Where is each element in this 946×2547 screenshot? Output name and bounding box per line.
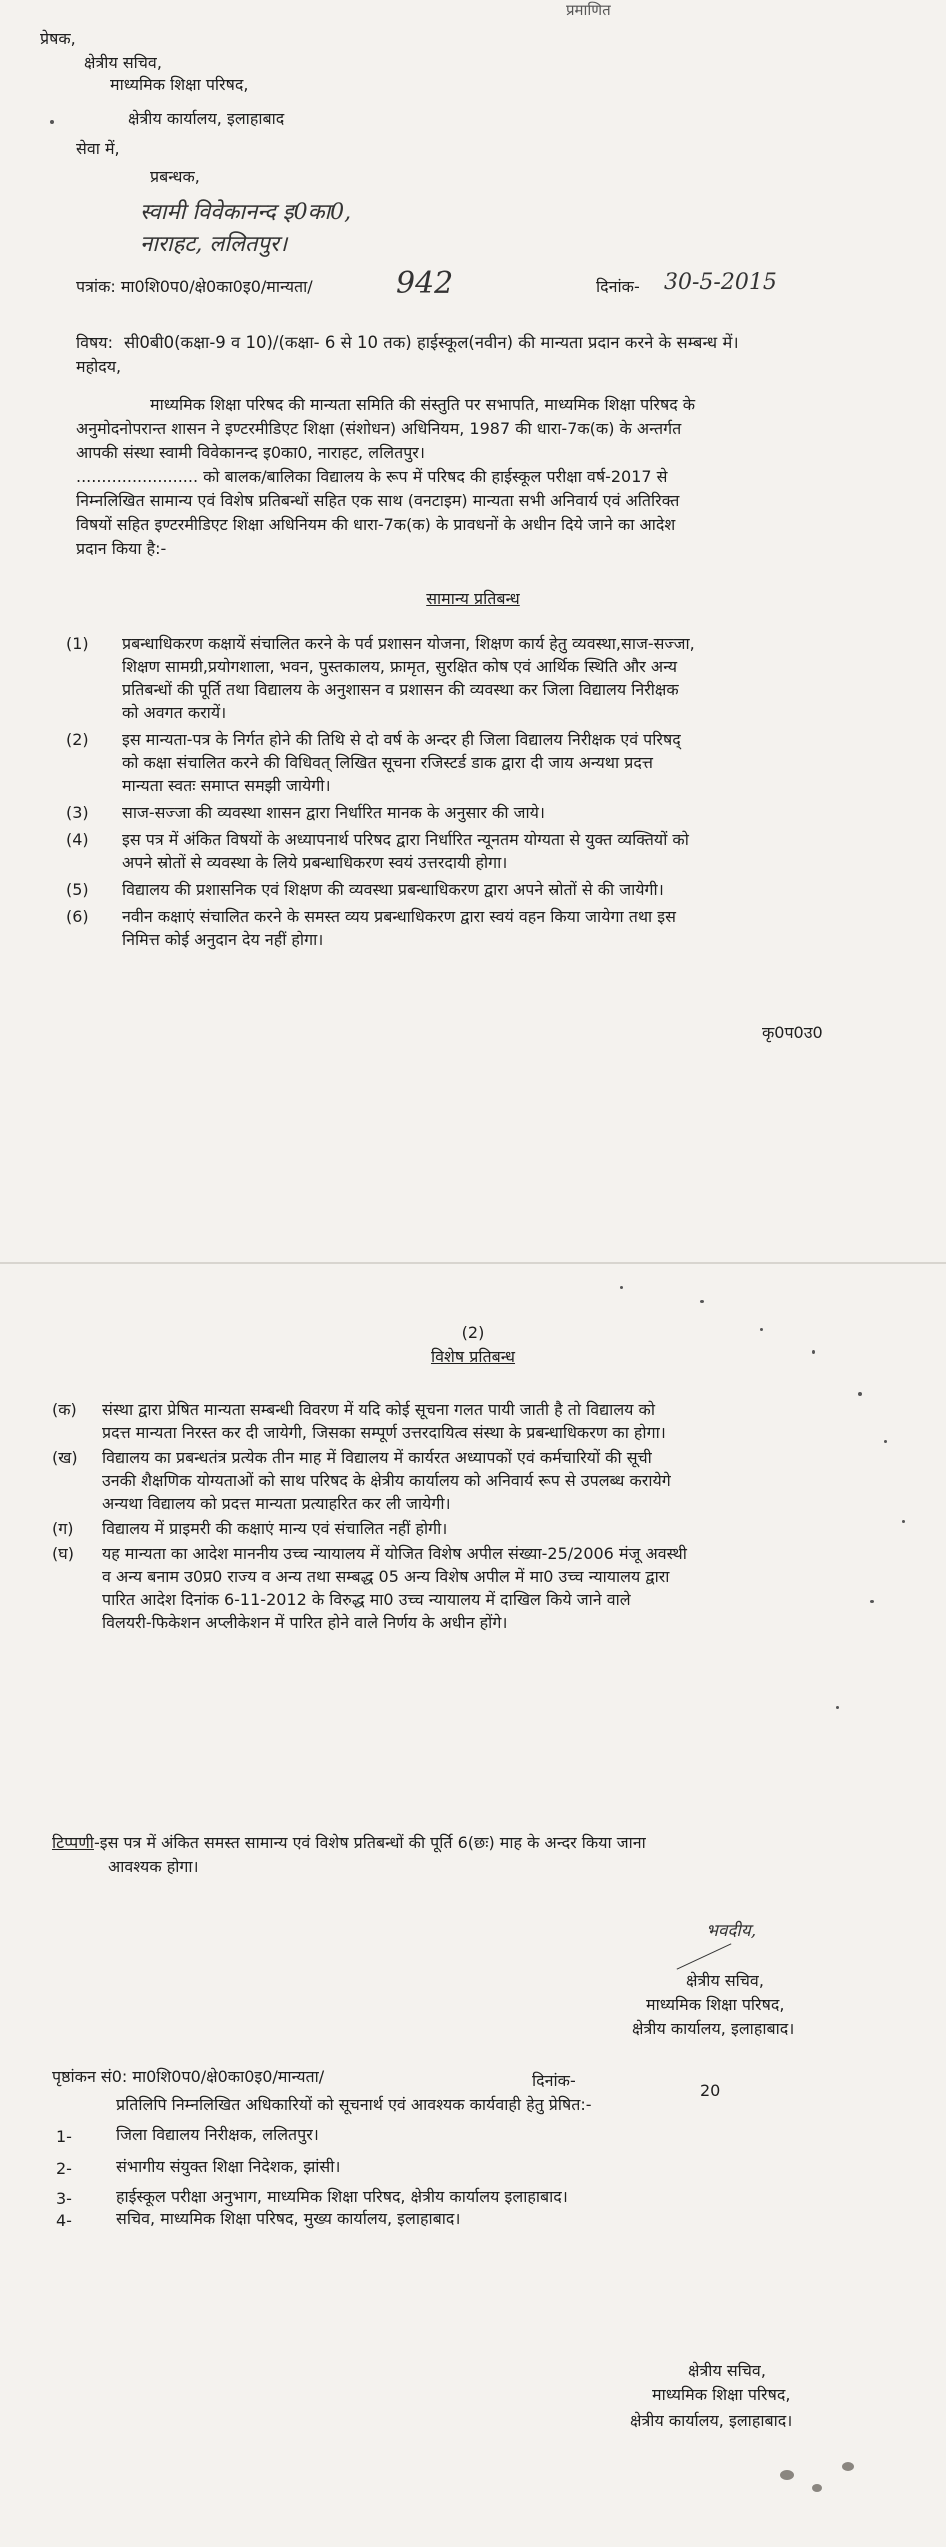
general-conditions-heading: सामान्य प्रतिबन्ध	[426, 589, 520, 608]
item-line: इस मान्यता-पत्र के निर्गत होने की तिथि से दो वर्ष के अन्दर ही जिला विद्यालय निरीक्षक एवं परिषद्	[122, 730, 681, 749]
item-number: (6)	[66, 907, 89, 926]
recipient-1: जिला विद्यालय निरीक्षक, ललितपुर।	[116, 2125, 319, 2144]
signature-scribble	[677, 1943, 732, 1969]
to-prefix: सेवा में,	[76, 139, 120, 158]
sig2-line-2: माध्यमिक शिक्षा परिषद,	[652, 2385, 791, 2404]
item-line: प्रतिबन्धों की पूर्ति तथा विद्यालय के अनुशासन व प्रशासन की व्यवस्था कर जिला विद्यालय निरीक्षक	[122, 680, 679, 699]
scan-speck	[858, 1392, 862, 1396]
recipient-3: हाईस्कूल परीक्षा अनुभाग, माध्यमिक शिक्षा परिषद, क्षेत्रीय कार्यालय इलाहाबाद।	[116, 2187, 568, 2206]
item-line: अन्यथा विद्यालय को प्रदत्त मान्यता प्रत्याहरित कर ली जायेगी।	[102, 1494, 451, 1513]
item-line: शिक्षण सामग्री,प्रयोगशाला, भवन, पुस्तकालय, फ्रामृत, सुरक्षित कोष एवं आर्थिक स्थिति और अन्य	[122, 657, 678, 676]
item-line: प्रदत्त मान्यता निरस्त कर दी जायेगी, जिसका सम्पूर्ण उत्तरदायित्व संस्था के प्रबन्धाधिकरण का होगा।	[102, 1423, 666, 1442]
note-label: टिप्पणी	[52, 1833, 94, 1852]
subject-label: विषय:	[76, 333, 113, 352]
from-line-2: माध्यमिक शिक्षा परिषद,	[110, 75, 249, 94]
special-conditions-heading: विशेष प्रतिबन्ध	[430, 1347, 516, 1366]
item-number: (क)	[52, 1400, 77, 1419]
scan-speck	[870, 1600, 874, 1603]
item-line: मान्यता स्वतः समाप्त समझी जायेगी।	[122, 776, 331, 795]
item-number: (ख)	[52, 1448, 78, 1467]
body-line-3: आपकी संस्था स्वामी विवेकानन्द इ0का0, नाराहट, ललितपुर।	[76, 443, 425, 462]
reference-label: पत्रांक: मा0शि0प0/क्षे0का0इ0/मान्यता/	[76, 277, 313, 296]
recipient-num-3: 3-	[56, 2189, 72, 2208]
note-line-2: आवश्यक होगा।	[108, 1857, 199, 1876]
item-line: विद्यालय का प्रबन्धतंत्र प्रत्येक तीन माह में विद्यालय में कार्यरत अध्यापकों एवं कर्मचारियों की सूची	[102, 1448, 652, 1467]
from-line-3: क्षेत्रीय कार्यालय, इलाहाबाद	[128, 109, 285, 128]
item-number: (5)	[66, 880, 89, 899]
body-line-7: प्रदान किया है:-	[76, 539, 167, 558]
from-line-1: क्षेत्रीय सचिव,	[84, 53, 162, 72]
endorsement-label: पृष्ठांकन सं0: मा0शि0प0/क्षे0का0इ0/मान्यता/	[52, 2067, 325, 2086]
body-line-4: ........................ को बालक/बालिका विद्यालय के रूप में परिषद की हाईस्कूल परीक्षा वर्ष-2017 से	[76, 467, 668, 486]
item-line: विद्यालय में प्राइमरी की कक्षाएं मान्य एवं संचालित नहीं होगी।	[102, 1519, 448, 1538]
recipient-2: संभागीय संयुक्त शिक्षा निदेशक, झांसी।	[116, 2157, 341, 2176]
sig1-line-1: क्षेत्रीय सचिव,	[686, 1971, 764, 1990]
sig2-line-1: क्षेत्रीय सचिव,	[688, 2361, 766, 2380]
recipient-num-2: 2-	[56, 2159, 72, 2178]
endorsement-intro: प्रतिलिपि निम्नलिखित अधिकारियों को सूचनार्थ एवं आवश्यक कार्यवाही हेतु प्रेषित:-	[116, 2095, 592, 2114]
scan-speck	[902, 1520, 905, 1523]
endorsement-date-label: दिनांक-	[532, 2071, 576, 2090]
recipient-4: सचिव, माध्यमिक शिक्षा परिषद, मुख्य कार्यालय, इलाहाबाद।	[116, 2209, 461, 2228]
page-number: (2)	[461, 1323, 485, 1342]
to-place-handwritten: नाराहट, ललितपुर।	[140, 232, 288, 257]
item-number: (1)	[66, 634, 89, 653]
item-number: (2)	[66, 730, 89, 749]
closing: भवदीय,	[706, 1921, 757, 1941]
to-title: प्रबन्धक,	[150, 167, 200, 186]
date-value-handwritten: 30-5-2015	[664, 270, 777, 295]
scan-speck	[812, 1350, 815, 1354]
reference-number-handwritten: 942	[396, 266, 454, 301]
item-line: विद्यालय की प्रशासनिक एवं शिक्षण की व्यवस्था प्रबन्धाधिकरण द्वारा अपने स्रोतों से की जायेगी।	[122, 880, 664, 899]
from-prefix: प्रेषक,	[40, 29, 76, 48]
item-line: व अन्य बनाम उ0प्र0 राज्य व अन्य तथा सम्बद्ध 05 अन्य विशेष अपील में मा0 उच्च न्यायालय द्वारा	[102, 1567, 670, 1586]
item-line: साज-सज्जा की व्यवस्था शासन द्वारा निर्धारित मानक के अनुसार की जाये।	[122, 803, 545, 822]
item-line: प्रबन्धाधिकरण कक्षायें संचालित करने के पर्व प्रशासन योजना, शिक्षण कार्य हेतु व्यवस्था,साज-सज्जा,	[122, 634, 695, 653]
to-name-handwritten: स्वामी विवेकानन्द इ0का0,	[140, 200, 352, 225]
item-line: को कक्षा संचालित करने की विधिवत् लिखित सूचना रजिस्टर्ड डाक द्वारा दी जाय अन्यथा प्रदत्त	[122, 753, 653, 772]
sig2-line-3: क्षेत्रीय कार्यालय, इलाहाबाद।	[630, 2411, 793, 2430]
item-line: यह मान्यता का आदेश माननीय उच्च न्यायालय में योजित विशेष अपील संख्या-25/2006 मंजू अवस्थी	[102, 1544, 687, 1563]
item-number: (3)	[66, 803, 89, 822]
scan-speck	[836, 1706, 839, 1709]
item-line: उनकी शैक्षणिक योग्यताओं को साथ परिषद के क्षेत्रीय कार्यालय को अनिवार्य रूप से उपलब्ध करायेगे	[102, 1471, 671, 1490]
item-line: निमित्त कोई अनुदान देय नहीं होगा।	[122, 930, 324, 949]
subject-text: सी0बी0(कक्षा-9 व 10)/(कक्षा- 6 से 10 तक) हाईस्कूल(नवीन) की मान्यता प्रदान करने के सम्बन्ध में।	[124, 333, 739, 352]
date-label: दिनांक-	[596, 277, 640, 296]
body-line-5: निम्नलिखित सामान्य एवं विशेष प्रतिबन्धों सहित एक साथ (वनटाइम) मान्यता सभी अनिवार्य एवं अतिरिक्त	[76, 491, 680, 510]
scan-speck	[842, 2462, 854, 2471]
recipient-num-4: 4-	[56, 2211, 72, 2230]
item-line: अपने स्रोतों से व्यवस्था के लिये प्रबन्धाधिकरण स्वयं उत्तरदायी होगा।	[122, 853, 508, 872]
item-line: पारित आदेश दिनांक 6-11-2012 के विरुद्ध मा0 उच्च न्यायालय में दाखिल किये जाने वाले	[102, 1590, 631, 1609]
scan-speck	[620, 1286, 623, 1289]
page-fold	[0, 1262, 946, 1264]
sig1-line-2: माध्यमिक शिक्षा परिषद,	[646, 1995, 785, 2014]
body-line-6: विषयों सहित इण्टरमीडिएट शिक्षा अधिनियम की धारा-7क(क) के प्रावधनों के अधीन दिये जाने का आदेश	[76, 515, 676, 534]
scan-speck	[760, 1328, 763, 1331]
item-number: (घ)	[52, 1544, 74, 1563]
scan-speck	[812, 2484, 822, 2492]
item-line: इस पत्र में अंकित विषयों के अध्यापनार्थ परिषद द्वारा निर्धारित न्यूनतम योग्यता से युक्त व्यक्तियों को	[122, 830, 689, 849]
item-line: नवीन कक्षाएं संचालित करने के समस्त व्यय प्रबन्धाधिकरण द्वारा स्वयं वहन किया जायेगा तथा इस	[122, 907, 676, 926]
scan-speck	[780, 2470, 794, 2480]
top-stamp: प्रमाणित	[566, 1, 611, 19]
endorsement-year: 20	[700, 2081, 721, 2100]
item-line: विलयरी-फिकेशन अप्लीकेशन में पारित होने वाले निर्णय के अधीन होंगे।	[102, 1613, 508, 1632]
pto-mark: कृ0प0उ0	[762, 1023, 823, 1042]
body-line-2: अनुमोदनोपरान्त शासन ने इण्टरमीडिएट शिक्षा (संशोधन) अधिनियम, 1987 की धारा-7क(क) के अन्तर्गत	[76, 419, 682, 438]
item-number: (4)	[66, 830, 89, 849]
scan-speck	[50, 120, 54, 124]
recipient-num-1: 1-	[56, 2127, 72, 2146]
item-line: संस्था द्वारा प्रेषित मान्यता सम्बन्धी विवरण में यदि कोई सूचना गलत पायी जाती है तो विद्यालय को	[102, 1400, 655, 1419]
salutation: महोदय,	[76, 357, 122, 376]
scan-speck	[700, 1300, 704, 1303]
item-number: (ग)	[52, 1519, 74, 1538]
scan-speck	[884, 1440, 887, 1443]
item-line: को अवगत करायें।	[122, 703, 227, 722]
sig1-line-3: क्षेत्रीय कार्यालय, इलाहाबाद।	[632, 2019, 795, 2038]
body-line-1: माध्यमिक शिक्षा परिषद की मान्यता समिति की संस्तुति पर सभापति, माध्यमिक शिक्षा परिषद के	[150, 395, 696, 414]
note-line-1: -इस पत्र में अंकित समस्त सामान्य एवं विशेष प्रतिबन्धों की पूर्ति 6(छः) माह के अन्दर किया जाना	[93, 1833, 646, 1852]
